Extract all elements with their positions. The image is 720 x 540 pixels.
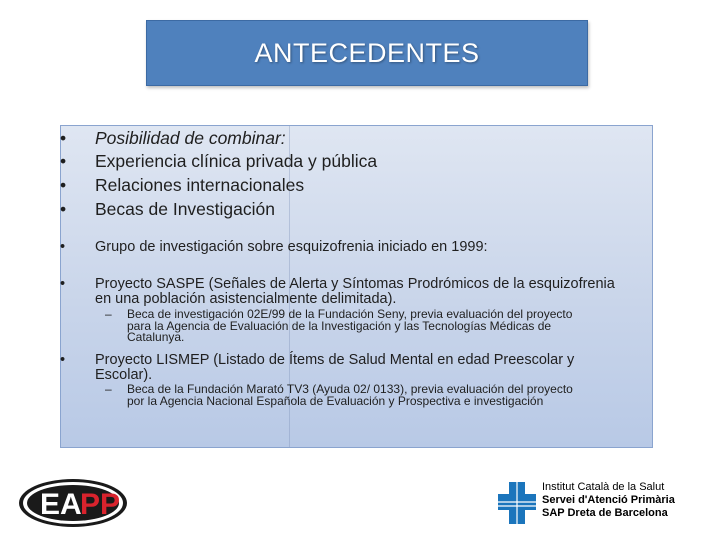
bullet-item (60, 198, 275, 220)
ics-institution-text (542, 481, 675, 520)
content-box (60, 125, 653, 448)
sub-bullet-text: Beca de investigación 02E/99 de la Fundación Seny, previa evaluación del proyecto (127, 307, 573, 321)
bullet-item (60, 276, 615, 307)
ics-line-2: Servei d'Atenció Primària (542, 494, 675, 506)
bullet-dot: • (60, 199, 67, 219)
ics-line-3: SAP Dreta de Barcelona (542, 507, 668, 519)
sub-bullet-text: Beca de la Fundación Marató TV3 (Ayuda 02/ 0133), previa evaluación del proyecto (127, 382, 573, 396)
bullet-text: Proyecto SASPE (Señales de Alerta y Síntomas Prodrómicos de la esquizofrenia (95, 276, 615, 292)
bullet-text: Relaciones internacionales (95, 175, 305, 195)
slide-title-box (146, 20, 588, 86)
bullet-dot: • (60, 352, 66, 368)
bullet-item (60, 239, 488, 255)
bullet-item (60, 127, 286, 149)
slide-title: ANTECEDENTES (254, 37, 480, 68)
bullet-text: Grupo de investigación sobre esquizofrenia iniciado en 1999: (95, 239, 488, 255)
bullet-text: Becas de Investigación (95, 199, 275, 219)
bullet-dot: • (60, 151, 67, 171)
bullet-text: Experiencia clínica privada y pública (95, 151, 378, 171)
bullet-item (60, 150, 378, 172)
bullet-dot: • (60, 175, 67, 195)
bullet-text: en una población asistencialmente delimitada). (95, 291, 397, 307)
svg-text:PP: PP (80, 488, 121, 521)
sub-bullet-item (105, 382, 573, 408)
sub-bullet-item (105, 307, 573, 344)
bullet-dot: • (60, 239, 66, 255)
bullet-item (60, 352, 575, 383)
bullet-item (60, 174, 305, 196)
bullet-text: Proyecto LISMEP (Listado de Ítems de Salud Mental en edad Preescolar y (95, 352, 575, 368)
bullet-dot: • (60, 128, 67, 148)
sub-bullet-dash: – (105, 382, 112, 396)
bullet-text: Escolar). (95, 367, 153, 383)
ics-cross-logo (496, 480, 538, 531)
sub-bullet-text: por la Agencia Nacional Española de Evaluación y Prospectiva e investigación (127, 393, 544, 408)
medical-cross-icon (496, 480, 538, 526)
sub-bullet-text: Catalunya. (127, 330, 185, 344)
bullet-dot: • (60, 276, 66, 292)
svg-text:EA: EA (40, 488, 82, 521)
sub-bullet-text: para la Agencia de Evaluación de la Investigación y las Tecnologías Médicas de (127, 318, 552, 333)
eapp-logo (18, 478, 128, 533)
eapp-logo-icon (18, 478, 128, 528)
sub-bullet-dash: – (105, 307, 112, 321)
bullet-text: Posibilidad de combinar: (95, 128, 286, 148)
ics-line-1: Institut Català de la Salut (542, 481, 665, 493)
